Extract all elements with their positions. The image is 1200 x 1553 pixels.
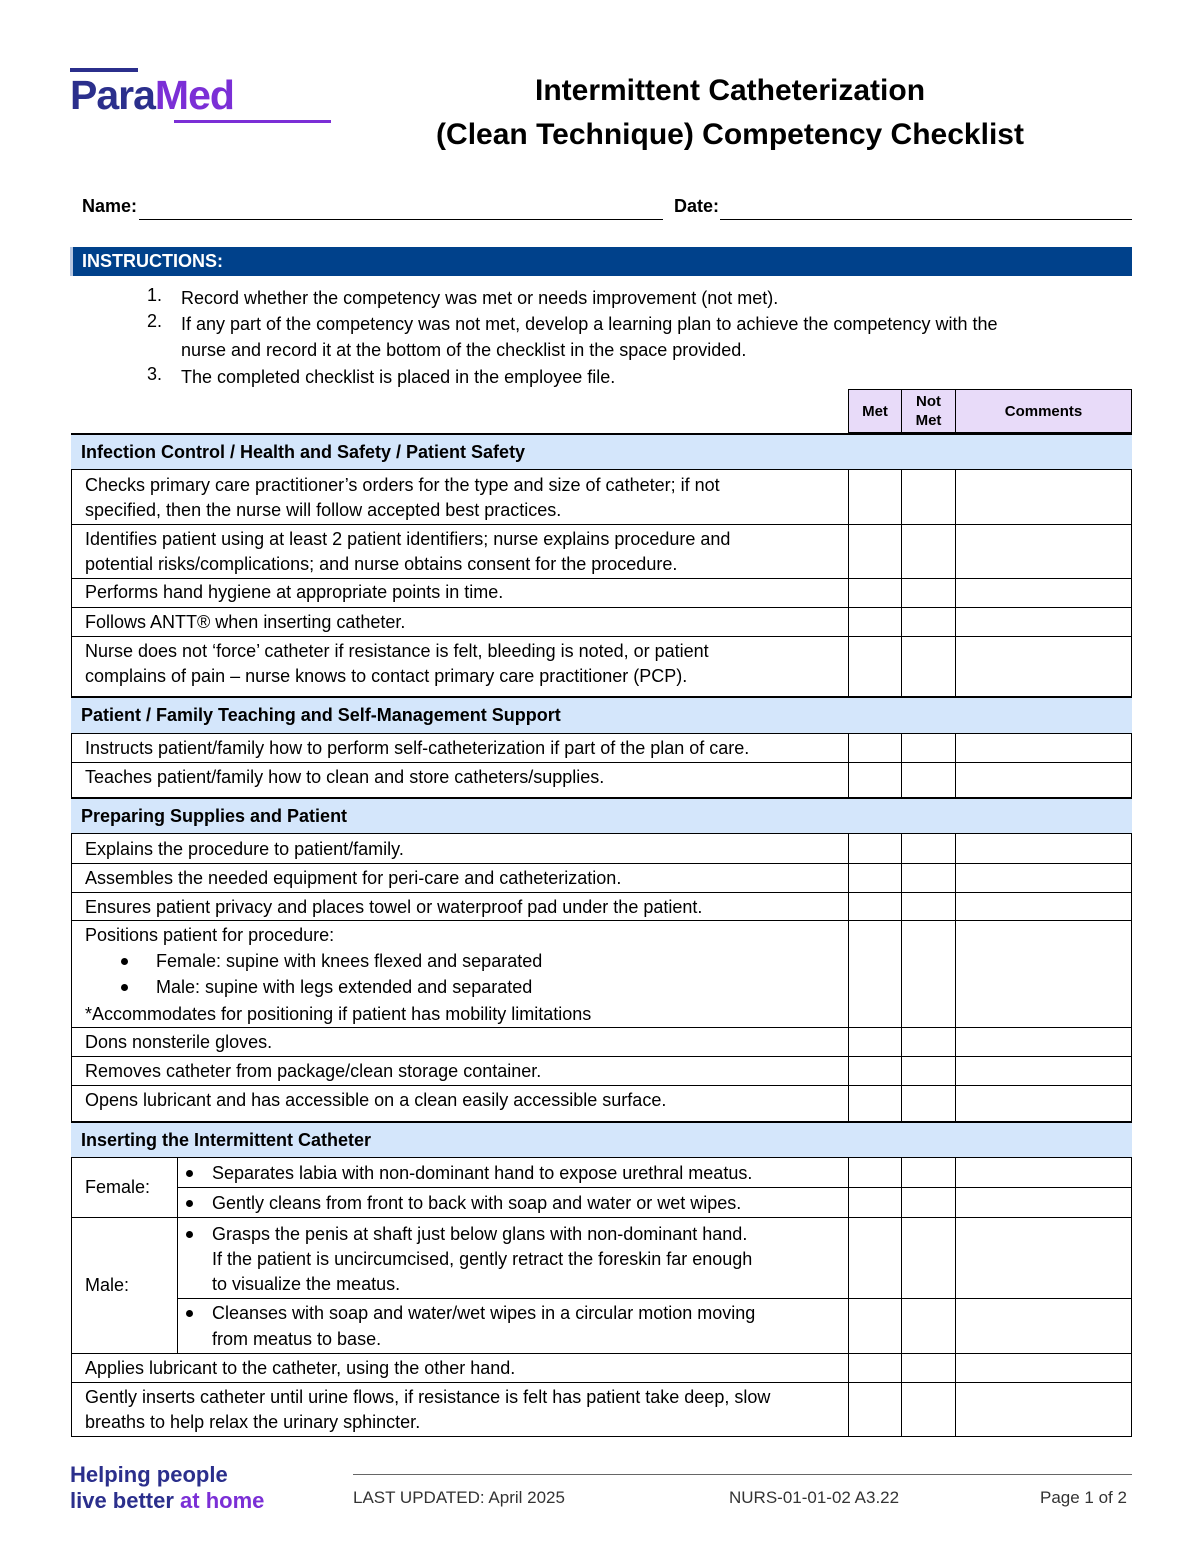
instruction-number: 3. <box>147 364 163 384</box>
section-header-inserting: Inserting the Intermittent Catheter <box>71 1121 1132 1158</box>
row-text: Instructs patient/family how to perform self-catheterization if part of the plan of care. <box>85 738 750 758</box>
row-divider <box>71 1353 1132 1354</box>
row-bullet-text: Male: supine with legs extended and separated <box>156 977 533 997</box>
instruction-number: 1. <box>147 285 163 305</box>
footer-last-updated: LAST UPDATED: April 2025 <box>353 1488 565 1507</box>
row-divider <box>71 762 1132 763</box>
row-text: Dons nonsterile gloves. <box>85 1032 273 1052</box>
row-text: Explains the procedure to patient/family. <box>85 839 404 859</box>
footer-page-number: Page 1 of 2 <box>1040 1488 1127 1507</box>
footer-tagline-accent: at home <box>180 1488 265 1513</box>
sub-label-divider <box>177 1217 178 1353</box>
row-divider <box>71 1056 1132 1057</box>
column-header-met-label: Met <box>862 402 888 420</box>
table-border-left <box>71 433 72 1437</box>
section-header-infection-control: Infection Control / Health and Safety / Patient Safety <box>71 433 1132 470</box>
document-title-line1: Intermittent Catheterization <box>534 74 926 107</box>
column-header-not-met <box>901 389 956 433</box>
row-text: Identifies patient using at least 2 patient identifiers; nurse explains procedure and <box>85 529 731 549</box>
row-divider <box>71 1217 1132 1218</box>
bullet-icon <box>121 984 128 991</box>
section-header-preparing: Preparing Supplies and Patient <box>71 797 1132 834</box>
row-text: Opens lubricant and has accessible on a clean easily accessible surface. <box>85 1090 667 1110</box>
row-divider <box>71 1085 1132 1086</box>
met-column-line <box>848 1158 849 1436</box>
instruction-text: nurse and record it at the bottom of the checklist in the space provided. <box>181 340 747 360</box>
row-divider <box>71 607 1132 608</box>
logo-text <box>70 72 234 118</box>
bullet-icon <box>121 958 128 965</box>
row-text: breaths to help relax the urinary sphincter. <box>85 1412 421 1432</box>
column-header-not-met-line2: Met <box>915 412 942 429</box>
bullet-icon <box>186 1310 193 1317</box>
row-bullet-text: Female: supine with knees flexed and separated <box>156 951 543 971</box>
instruction-text: The completed checklist is placed in the employee file. <box>181 367 616 387</box>
row-text: *Accommodates for positioning if patient has mobility limitations <box>85 1004 592 1024</box>
row-divider <box>71 578 1132 579</box>
name-label: Name: <box>82 196 138 216</box>
row-bullet-text: Gently cleans from front to back with soap and water or wet wipes. <box>212 1193 742 1213</box>
row-text: Removes catheter from package/clean storage container. <box>85 1061 542 1081</box>
footer-tagline-text: live better <box>70 1488 181 1513</box>
row-bullet-text: If the patient is uncircumcised, gently retract the foreskin far enough <box>212 1249 753 1269</box>
instructions-header-bar <box>70 247 1132 276</box>
row-text: specified, then the nurse will follow accepted best practices. <box>85 500 562 520</box>
met-column-line <box>848 734 849 797</box>
document-title-line2: (Clean Technique) Competency Checklist <box>436 118 1024 151</box>
comments-column-line <box>955 734 956 797</box>
row-divider <box>177 1298 1132 1299</box>
name-field[interactable] <box>139 219 663 220</box>
column-header-met <box>848 389 902 433</box>
logo-underline <box>174 120 331 123</box>
row-text: Ensures patient privacy and places towel or waterproof pad under the patient. <box>85 897 703 917</box>
row-text: Follows ANTT® when inserting catheter. <box>85 612 406 632</box>
male-label: Male: <box>85 1275 130 1295</box>
row-divider <box>71 920 1132 921</box>
row-text: Gently inserts catheter until urine flows, if resistance is felt has patient take deep, slow <box>85 1387 771 1407</box>
comments-column-line <box>955 834 956 1121</box>
row-bullet-text: to visualize the meatus. <box>212 1274 401 1294</box>
row-text: Applies lubricant to the catheter, using the other hand. <box>85 1358 516 1378</box>
bullet-icon <box>186 1200 193 1207</box>
row-text: Positions patient for procedure: <box>85 925 335 945</box>
row-divider <box>177 1187 1132 1188</box>
row-bullet-text: Grasps the penis at shaft just below glans with non-dominant hand. <box>212 1224 748 1244</box>
logo-part-med: Med <box>154 72 234 118</box>
row-divider <box>71 636 1132 637</box>
row-text: Performs hand hygiene at appropriate points in time. <box>85 582 504 602</box>
comments-column-line <box>955 470 956 696</box>
female-label: Female: <box>85 1177 151 1197</box>
met-column-line <box>848 834 849 1121</box>
not-met-column-line <box>901 1158 902 1436</box>
not-met-column-line <box>901 834 902 1121</box>
instructions-header: INSTRUCTIONS: <box>82 251 223 271</box>
footer-tagline-text: Helping people <box>70 1462 228 1487</box>
row-text: Teaches patient/family how to clean and store catheters/supplies. <box>85 767 605 787</box>
not-met-column-line <box>901 734 902 797</box>
row-bullet-text: Separates labia with non-dominant hand to expose urethral meatus. <box>212 1163 753 1183</box>
row-divider <box>71 1027 1132 1028</box>
instruction-number: 2. <box>147 311 163 331</box>
table-border-right <box>1131 433 1132 1437</box>
row-bullet-text: from meatus to base. <box>212 1329 382 1349</box>
footer-document-code: NURS-01-01-02 A3.22 <box>729 1488 900 1507</box>
table-border-bottom <box>71 1436 1132 1437</box>
column-header-not-met-line1: Not <box>916 393 941 410</box>
row-text: complains of pain – nurse knows to contact primary care practitioner (PCP). <box>85 666 688 686</box>
bullet-icon <box>186 1170 193 1177</box>
footer-rule <box>353 1474 1132 1475</box>
row-bullet-text: Cleanses with soap and water/wet wipes in a circular motion moving <box>212 1303 756 1323</box>
column-header-comments-label: Comments <box>1004 402 1083 420</box>
row-divider <box>71 863 1132 864</box>
row-divider <box>71 892 1132 893</box>
column-header-comments <box>955 389 1132 433</box>
instruction-text: If any part of the competency was not met, develop a learning plan to achieve the competency with the <box>181 314 998 334</box>
row-divider <box>71 524 1132 525</box>
footer-tagline-line1 <box>70 1462 228 1488</box>
paramed-logo <box>70 68 265 128</box>
row-text: Checks primary care practitioner’s orders for the type and size of catheter; if not <box>85 475 720 495</box>
row-text: Nurse does not ‘force’ catheter if resistance is felt, bleeding is noted, or patient <box>85 641 709 661</box>
logo-part-para: Para <box>70 72 155 118</box>
row-divider <box>71 1382 1132 1383</box>
footer-tagline-line2 <box>70 1488 264 1514</box>
row-text: Assembles the needed equipment for peri-care and catheterization. <box>85 868 622 888</box>
comments-column-line <box>955 1158 956 1436</box>
section-header-patient-teaching: Patient / Family Teaching and Self-Management Support <box>71 696 1132 734</box>
met-column-line <box>848 470 849 696</box>
date-label: Date: <box>674 196 720 216</box>
not-met-column-line <box>901 470 902 696</box>
row-text: potential risks/complications; and nurse obtains consent for the procedure. <box>85 554 678 574</box>
bullet-icon <box>186 1231 193 1238</box>
instruction-text: Record whether the competency was met or needs improvement (not met). <box>181 288 779 308</box>
date-field[interactable] <box>720 219 1132 220</box>
sub-label-divider <box>177 1158 178 1217</box>
